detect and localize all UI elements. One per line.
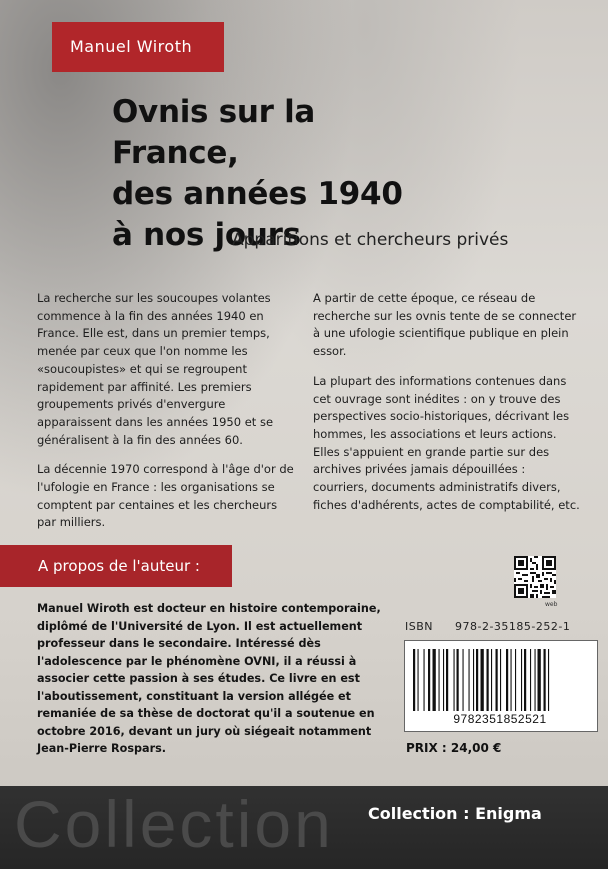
barcode-bars-icon xyxy=(411,649,591,711)
summary-paragraph: A partir de cette époque, ce réseau de recherche sur les ovnis tente de se connecter à une ufologie scientifique publique en plein essor. xyxy=(313,291,577,359)
isbn-line xyxy=(405,620,595,633)
summary-paragraph: La recherche sur les soucoupes volantes commence à la fin des années 1940 en France. Elle est, dans un premier temps, menée par ceux que l'on nomme les «soucoupistes» et qui se regroupent rapidement par affinité. Les premiers groupements privés d'envergure apparaissent dans les années 1950 et se généralisent à la fin des années 60. xyxy=(37,291,274,447)
book-subtitle: Apparitions et chercheurs privés xyxy=(232,230,509,250)
about-author-text: Manuel Wiroth est docteur en histoire contemporaine, diplômé de l'Université de Lyon. Il est actuellement professeur dans le secondaire. Intéressé dès l'adolescence par le phénomène OVNI, il a réussi à associer cette passion à ses études. Ce livre en est l'aboutissement, constituant la version allégée et remaniée de sa thèse de doctorat qu'il a soutenue en octobre 2016, devant un jury où siégeait notamment Jean-Pierre Rospars. xyxy=(37,602,381,755)
barcode-digits: 9782351852521 xyxy=(453,712,547,726)
qr-caption: web xyxy=(545,601,558,608)
price-label: PRIX : 24,00 € xyxy=(406,741,502,755)
about-author-banner: A propos de l'auteur : xyxy=(0,545,232,587)
title-line-3: à nos jours xyxy=(112,217,301,253)
qr-code-icon xyxy=(514,556,556,598)
collection-name: Collection : Enigma xyxy=(368,804,542,823)
title-line-1: Ovnis sur la France, xyxy=(112,94,316,171)
collection-footer xyxy=(0,786,608,869)
isbn-number: 978-2-35185-252-1 xyxy=(455,620,571,633)
title-line-2: des années 1940 xyxy=(112,176,403,212)
summary-left-column xyxy=(37,290,299,544)
isbn-label: ISBN xyxy=(405,620,434,633)
footer-collection-watermark: Collection xyxy=(14,787,334,861)
summary-paragraph: La plupart des informations contenues dans cet ouvrage sont inédites : on y trouve des perspectives socio-historiques, décrivant les hommes, les associations et leurs actions. Elles s'appuient en grande partie sur des archives privées jamais dépouillées : courriers, documents administratifs divers, fiches d'adhérents, actes de comptabilité, etc. xyxy=(313,373,580,512)
author-name-banner: Manuel Wiroth xyxy=(52,22,224,72)
summary-right-column xyxy=(313,290,581,526)
summary-paragraph: La décennie 1970 correspond à l'âge d'or de l'ufologie en France : les organisations se comptent par centaines et les chercheurs par milliers. xyxy=(37,462,294,530)
